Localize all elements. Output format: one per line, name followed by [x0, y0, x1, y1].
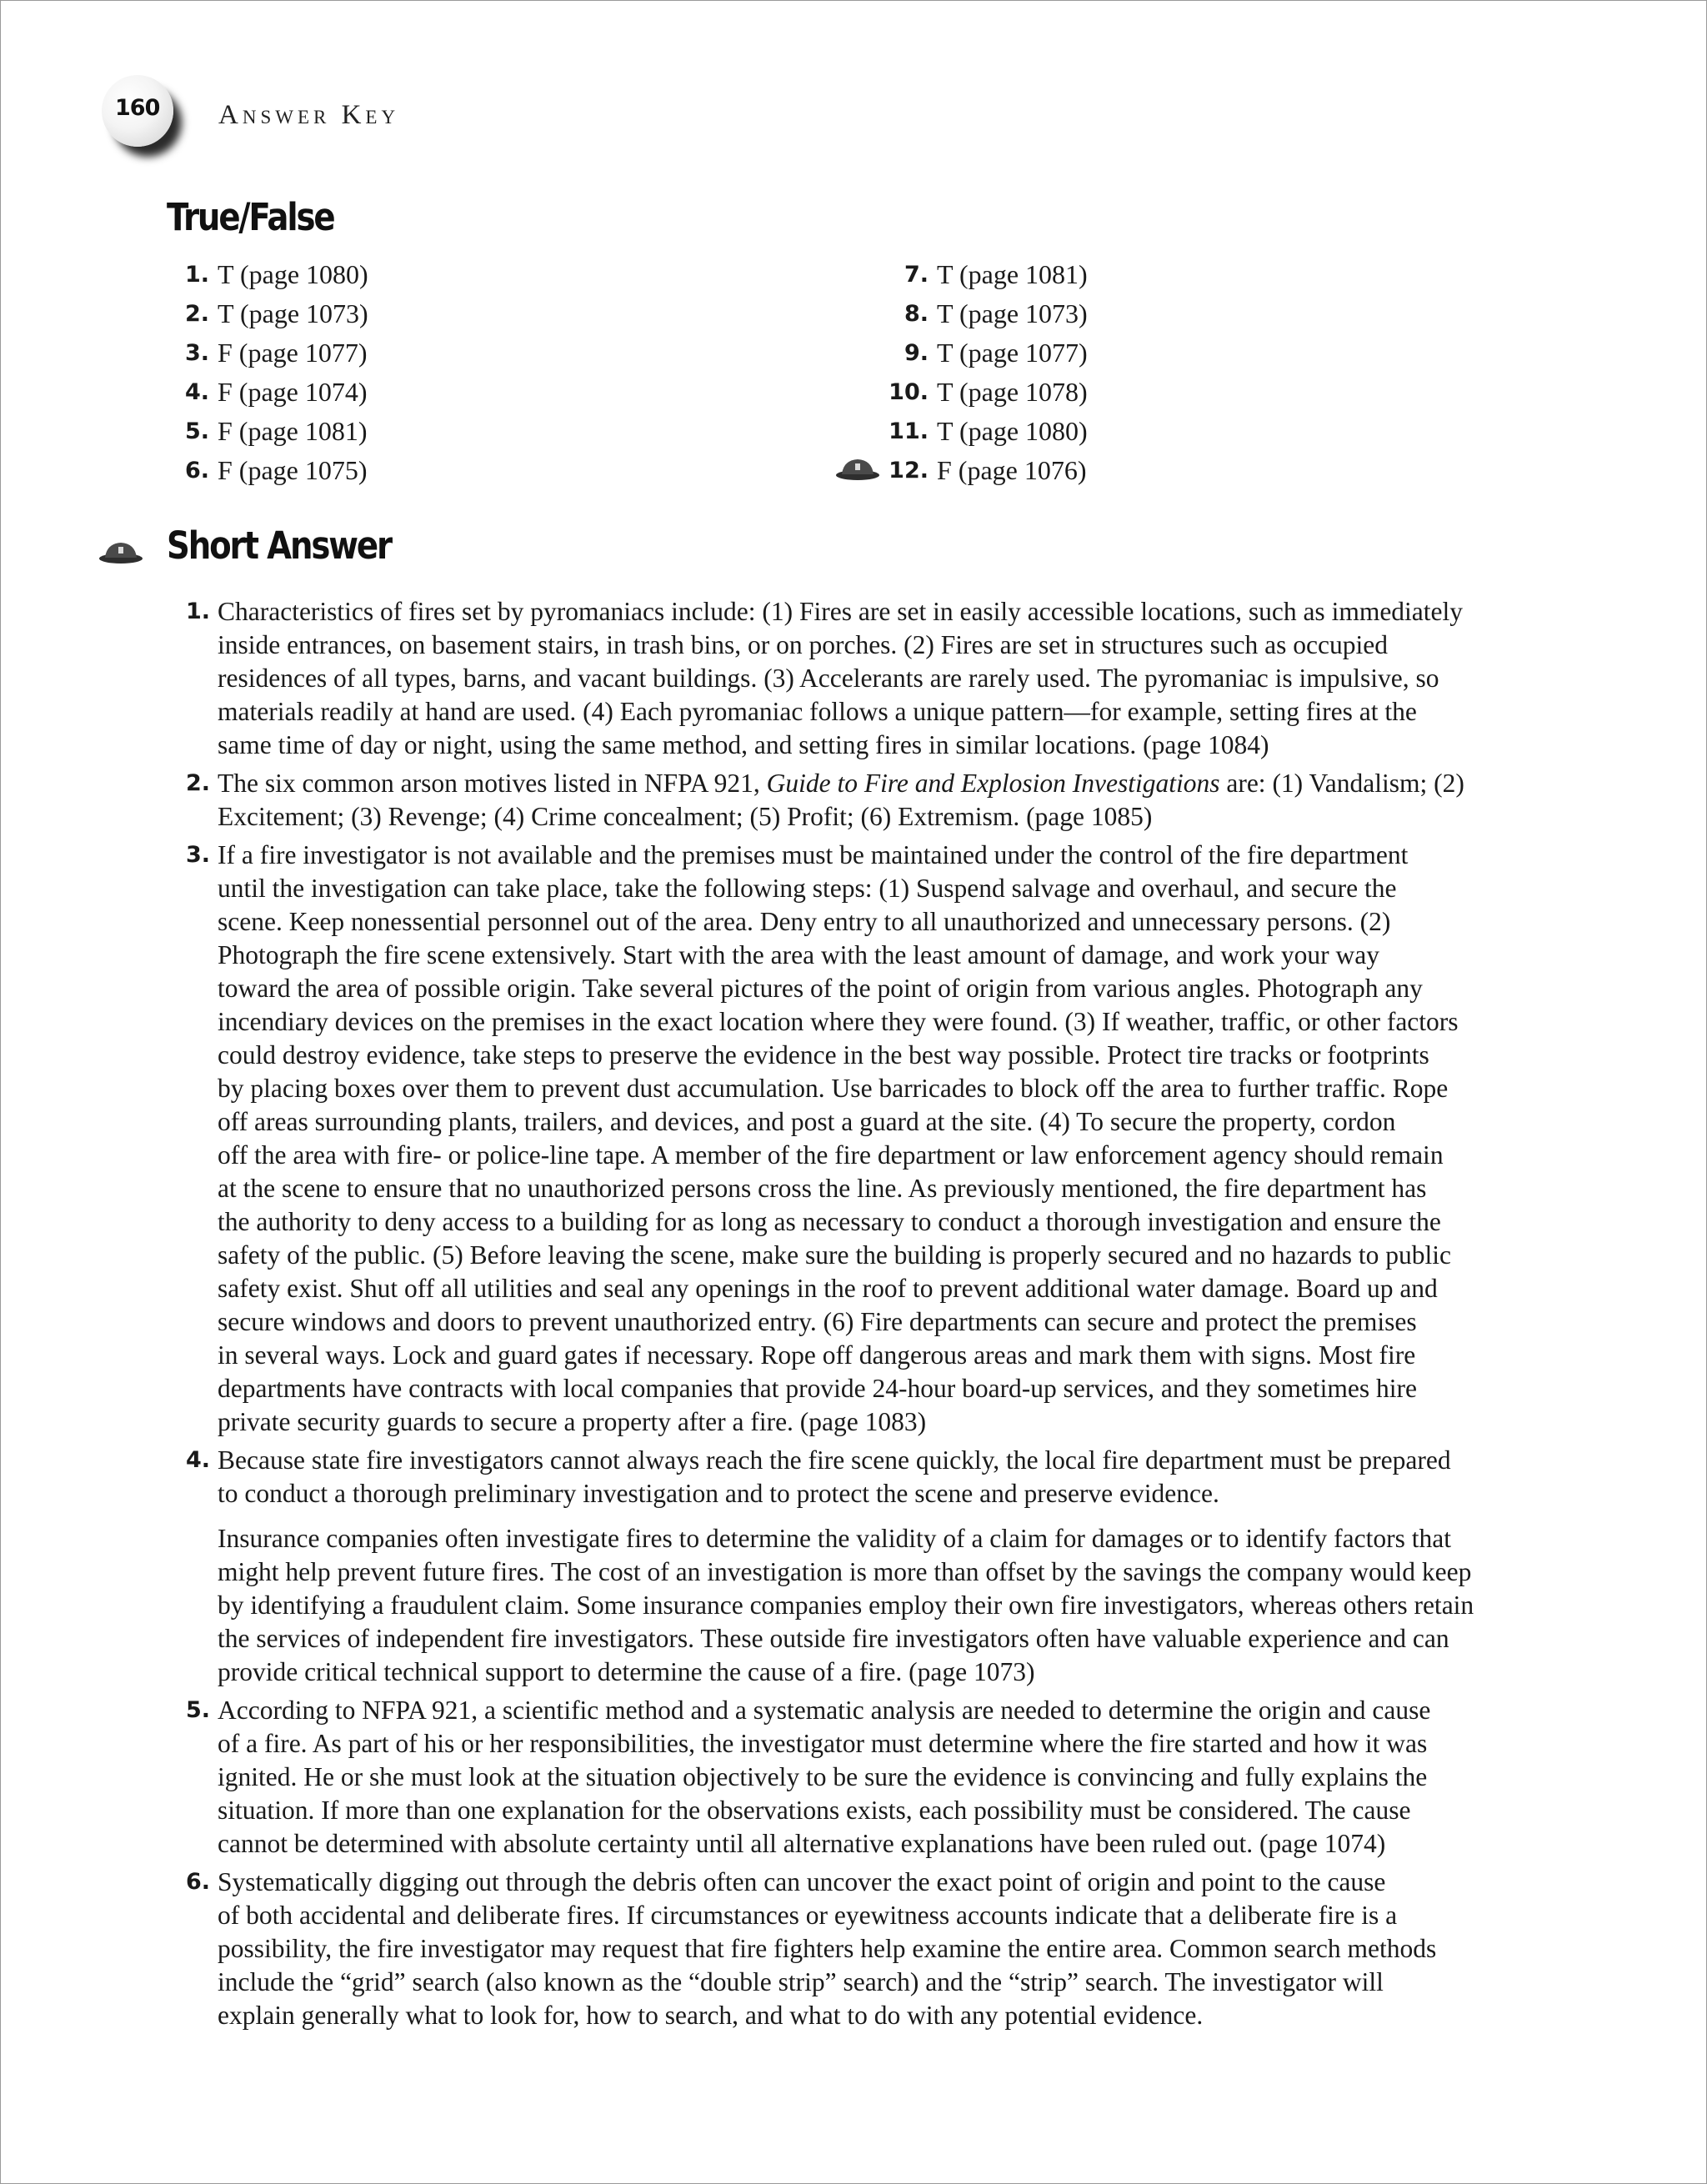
- short-answer-item: [186, 1694, 1551, 1861]
- tf-item: [889, 412, 1088, 451]
- short-answer-list: [186, 595, 1551, 2037]
- answer-text: If a fire investigator is not available and the premises must be maintained under the control of the fire department until the investigation can take place, take the following steps: (1) Suspend salvage and overhaul, and secure the scene. Keep nonessential personnel out of the area. Deny entry to all unauthorized and unnecessary persons. (2) Photograph the fire scene extensively. Start with the area with the least amount of damage, and work your way toward the area of possible origin. Take several pictures of the point of origin from various angles. Photograph any incendiary devices on the premises in the exact location where they were found. (3) If weather, traffic, or other factors could destroy evidence, take steps to preserve the evidence in the best way possible. Protect tire tracks or footprints by placing boxes over them to prevent dust accumulation. Use barricades to block off the area to further traffic. Rope off areas surrounding plants, trailers, and devices, and post a guard at the site. (4) To secure the property, cordon off the area with fire- or police-line tape. A member of the fire department or law enforcement agency should remain at the scene to ensure that no unauthorized persons cross the line. As previously mentioned, the fire department has the authority to deny access to a building for as long as necessary to conduct a thorough investigation and ensure the safety of the public. (5) Before leaving the scene, make sure the building is properly secured and no hazards to public safety exist. Shut off all utilities and seal any openings in the roof to prevent additional water damage. Board up and secure windows and doors to prevent unauthorized entry. (6) Fire departments can secure and protect the premises in several ways. Lock and guard gates if necessary. Rope off dangerous areas and mark them with signs. Most fire departments have contracts with local companies that provide 24-hour board-up services, and they sometimes hire private security guards to secure a property after a fire. (page 1083): [218, 840, 1459, 1436]
- tf-answer: F (page 1077): [218, 338, 368, 368]
- tf-item: [184, 294, 368, 333]
- tf-number: 11.: [889, 418, 929, 444]
- tf-number: 10.: [889, 379, 929, 405]
- tf-number: 8.: [904, 301, 929, 327]
- true-false-right-column: [889, 255, 1088, 490]
- tf-answer: F (page 1081): [218, 416, 368, 446]
- tf-number: 9.: [904, 340, 929, 366]
- tf-number: 4.: [184, 379, 209, 405]
- tf-item: [184, 451, 368, 490]
- answer-text: Characteristics of fires set by pyromaniacs include: (1) Fires are set in easily accessible locations, such as immediately inside entrances, on basement stairs, in trash bins, or on porches. (2) Fires are set in structures such as occupied residences of all types, barns, and vacant buildings. (3) Accelerants are rarely used. The pyromaniac is impulsive, so materials readily at hand are used. (4) Each pyromaniac follows a unique pattern—for example, setting fires at the same time of day or night, using the same method, and setting fires in similar locations. (page 1084): [218, 597, 1464, 759]
- short-answer-item: [186, 595, 1551, 762]
- tf-number: 2.: [184, 301, 209, 327]
- tf-item: [904, 294, 1088, 333]
- answer-number: 3.: [186, 842, 211, 868]
- tf-item: [889, 451, 1088, 490]
- page-number: 160: [115, 95, 160, 121]
- tf-answer: T (page 1077): [937, 338, 1088, 368]
- answer-text: Systematically digging out through the debris often can uncover the exact point of origin and point to the cause of both accidental and deliberate fires. If circumstances or eyewitness accounts indicate that a deliberate fire is a possibility, the fire investigator may request that fire fighters help examine the entire area. Common search methods include the “grid” search (also known as the “double strip” search) and the “strip” search. The investigator will explain generally what to look for, how to search, and what to do with any potential evidence.: [218, 1867, 1437, 2030]
- tf-number: 1.: [184, 262, 209, 288]
- tf-answer: T (page 1073): [218, 298, 368, 328]
- answer-number: 2.: [186, 770, 211, 796]
- tf-answer: T (page 1073): [937, 298, 1088, 328]
- tf-answer: T (page 1078): [937, 377, 1088, 407]
- tf-number: 12.: [889, 458, 929, 483]
- tf-item: [184, 373, 368, 412]
- tf-item: [889, 373, 1088, 412]
- answer-text: [218, 767, 1551, 834]
- tf-item: [904, 255, 1088, 294]
- tf-item: [904, 333, 1088, 373]
- short-answer-item: [186, 1444, 1551, 1689]
- tf-number: 5.: [184, 418, 209, 444]
- tf-answer: F (page 1075): [218, 455, 368, 485]
- running-head: Answer Key: [218, 100, 400, 130]
- true-false-left-column: [184, 255, 368, 490]
- publication-title: Guide to Fire and Explosion Investigations: [766, 769, 1220, 798]
- answer-number: 4.: [186, 1447, 211, 1473]
- tf-answer: T (page 1080): [218, 259, 368, 289]
- answer-text: Because state fire investigators cannot always reach the fire scene quickly, the local fire department must be prepared to conduct a thorough preliminary investigation and to protect the scene and preserve evidence.: [218, 1445, 1451, 1508]
- short-answer-item: [186, 1866, 1551, 2032]
- fire-helmet-icon: [98, 540, 143, 565]
- tf-number: 7.: [904, 262, 929, 288]
- tf-answer: F (page 1076): [937, 455, 1087, 485]
- tf-answer: F (page 1074): [218, 377, 368, 407]
- short-answer-item: [186, 767, 1551, 834]
- tf-answer: T (page 1080): [937, 416, 1088, 446]
- answer-text: According to NFPA 921, a scientific method and a systematic analysis are needed to determine the origin and cause of a fire. As part of his or her responsibilities, the investigator must determine where the fire started and how it was ignited. He or she must look at the situation objectively to be sure the evidence is convincing and fully explains the situation. If more than one explanation for the observations exists, each possibility must be considered. The cause cannot be determined with absolute certainty until all alternative explanations have been ruled out. (page 1074): [218, 1696, 1431, 1858]
- answer-text-continued: Insurance companies often investigate fires to determine the validity of a claim for damages or to identify factors that might help prevent future fires. The cost of an investigation is more than offset by the savings the company would keep by identifying a fraudulent claim. Some insurance companies employ their own fire investigators, whereas others retain the services of independent fire investigators. These outside fire investigators often have valuable experience and can provide critical technical support to determine the cause of a fire. (page 1073): [218, 1524, 1474, 1686]
- answer-number: 6.: [186, 1869, 211, 1895]
- answer-text-after: are: (1) Vandalism; (2) Excitement; (3) Revenge; (4) Crime concealment; (5) Profit; (6) Extremism. (page 1085): [218, 769, 1464, 831]
- tf-answer: T (page 1081): [937, 259, 1088, 289]
- tf-item: [184, 255, 368, 294]
- tf-item: [184, 333, 368, 373]
- tf-number: 3.: [184, 340, 209, 366]
- short-answer-item: [186, 839, 1551, 1439]
- tf-item: [184, 412, 368, 451]
- true-false-heading: True/False: [167, 195, 334, 239]
- fire-helmet-icon: [835, 457, 880, 482]
- short-answer-heading: Short Answer: [167, 523, 391, 568]
- answer-number: 5.: [186, 1697, 211, 1723]
- answer-text-before: The six common arson motives listed in NFPA 921,: [218, 769, 767, 798]
- tf-number: 6.: [184, 458, 209, 483]
- answer-number: 1.: [186, 599, 211, 624]
